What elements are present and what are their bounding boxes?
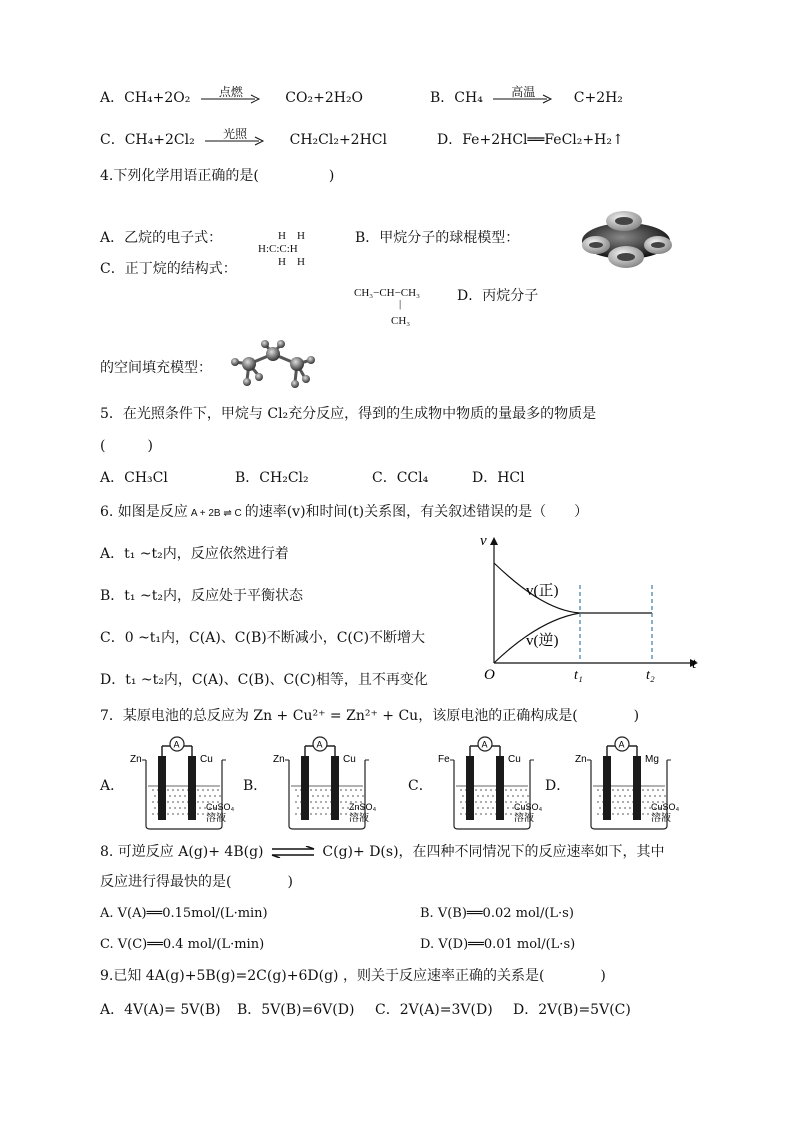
left-electrode-label: Zn bbox=[273, 754, 285, 765]
x-axis-label: t bbox=[692, 656, 697, 672]
right-electrode-label: Mg bbox=[645, 754, 659, 765]
q9-stem: 9.已知 4A(g)+5B(g)=2C(g)+6D(g) ，则关于反应速率正确的关系是( ) bbox=[100, 968, 606, 984]
q9-option-a: A．4V(A)= 5V(B) bbox=[100, 1002, 221, 1018]
q4-stem: 4.下列化学用语正确的是( ) bbox=[100, 168, 335, 184]
q9-option-c: C．2V(A)=3V(D) bbox=[375, 1002, 493, 1018]
q4-option-b: B．甲烷分子的球棍模型： bbox=[355, 230, 520, 246]
q6-option-c: C．0 ~t₁内，C(A)、C(B)不断减小，C(C)不断增大 bbox=[100, 630, 426, 646]
ammeter-label: A bbox=[173, 739, 180, 750]
q5-option-a: A．CH₃Cl bbox=[100, 470, 168, 486]
left-electrode-label: Zn bbox=[575, 754, 587, 765]
q3-option-b: B．CH₄ 高温 C+2H₂ bbox=[430, 85, 623, 106]
q4-option-a: A．乙烷的电子式： bbox=[100, 230, 223, 246]
q7-option-label: D． bbox=[545, 778, 571, 794]
ethane-electron-formula: H H H:C:C:H H H bbox=[258, 230, 305, 268]
q7-option-label: A． bbox=[100, 778, 125, 794]
equilibrium-arrow-icon bbox=[270, 846, 316, 858]
q4-option-d-cont: 的空间填充模型： bbox=[100, 360, 212, 376]
q7-option-label: C． bbox=[408, 778, 433, 794]
solution-label-2: 溶液 bbox=[349, 813, 369, 824]
reaction-arrow-icon: 高温 bbox=[493, 88, 553, 108]
q7-option-label: B． bbox=[243, 778, 268, 794]
t2-label: t₂ bbox=[646, 668, 655, 683]
right-electrode-label: Cu bbox=[508, 754, 521, 765]
galvanic-cell-diagram bbox=[126, 732, 246, 832]
left-electrode-label: Zn bbox=[130, 754, 142, 765]
right-electrode-label: Cu bbox=[200, 754, 213, 765]
solution-label: CuSO₄ bbox=[206, 802, 235, 812]
q9-option-d: D．2V(B)=5V(C) bbox=[513, 1002, 631, 1018]
methane-ball-model-image bbox=[576, 205, 676, 275]
q6-stem: 6. 如图是反应 A + 2B ⇌ C 的速率(v)和时间(t)关系图，有关叙述错误的是（ ） bbox=[100, 504, 589, 520]
q3-option-d: D．Fe+2HCl══FeCl₂+H₂↑ bbox=[437, 132, 624, 148]
solution-label: CuSO₄ bbox=[514, 802, 543, 812]
q3-option-a: A．CH₄+2O₂ 点燃 CO₂+2H₂O bbox=[100, 85, 364, 106]
rate-time-graph bbox=[470, 533, 705, 683]
q5-option-c: C．CCl₄ bbox=[372, 470, 429, 486]
galvanic-cell-diagram bbox=[571, 732, 691, 832]
left-electrode-label: Fe bbox=[438, 754, 450, 765]
reaction-arrow-icon: 点燃 bbox=[201, 88, 261, 108]
q8-stem: 8. 可逆反应 A(g)+ 4B(g) C(g)+ D(s)，在四种不同情况下的反应速率如下，其中 bbox=[100, 844, 665, 860]
propane-space-filling-image bbox=[225, 340, 320, 395]
forward-rate-label: v(正) bbox=[526, 583, 559, 599]
q7-stem: 7．某原电池的总反应为 Zn + Cu²⁺ = Zn²⁺ + Cu，该原电池的正确构成是( ) bbox=[100, 708, 640, 724]
ammeter-label: A bbox=[481, 739, 488, 750]
q6-option-b: B．t₁ ~t₂内，反应处于平衡状态 bbox=[100, 588, 303, 604]
right-electrode-label: Cu bbox=[343, 754, 356, 765]
q8-option-d: D. V(D)══0.01 mol/(L·s) bbox=[420, 937, 576, 952]
ammeter-label: A bbox=[618, 739, 625, 750]
solution-label-2: 溶液 bbox=[514, 813, 534, 824]
reaction-arrow-icon: 光照 bbox=[205, 130, 265, 150]
q8-option-a: A. V(A)══0.15mol/(L·min) bbox=[100, 906, 268, 921]
q5-stem: 5．在光照条件下，甲烷与 Cl₂充分反应，得到的生成物中物质的量最多的物质是 bbox=[100, 406, 597, 422]
reverse-rate-label: v(逆) bbox=[526, 633, 559, 649]
q4-option-d: D．丙烷分子 bbox=[457, 288, 539, 304]
q5-option-b: B．CH₂Cl₂ bbox=[235, 470, 309, 486]
galvanic-cell-diagram bbox=[434, 732, 554, 832]
q8-option-c: C. V(C)══0.4 mol/(L·min) bbox=[100, 937, 265, 952]
solution-label: ZnSO₄ bbox=[349, 802, 377, 812]
q5-paren: ( ) bbox=[100, 438, 153, 454]
q4-option-c: C．正丁烷的结构式： bbox=[100, 261, 237, 277]
y-axis-label: v bbox=[480, 533, 487, 549]
q5-option-d: D．HCl bbox=[472, 470, 525, 486]
t1-label: t₁ bbox=[574, 668, 583, 683]
solution-label: CuSO₄ bbox=[651, 802, 680, 812]
origin-label: O bbox=[484, 667, 495, 683]
solution-label-2: 溶液 bbox=[206, 813, 226, 824]
q9-option-b: B．5V(B)=6V(D) bbox=[237, 1002, 355, 1018]
q6-option-d: D．t₁ ~t₂内，C(A)、C(B)、C(C)相等，且不再变化 bbox=[100, 672, 428, 688]
galvanic-cell-diagram bbox=[269, 732, 389, 832]
q6-option-a: A．t₁ ~t₂内，反应依然进行着 bbox=[100, 546, 289, 562]
ammeter-label: A bbox=[316, 739, 323, 750]
q8-option-b: B. V(B)══0.02 mol/(L·s) bbox=[420, 906, 574, 921]
q3-option-c: C．CH₄+2Cl₂ 光照 CH₂Cl₂+2HCl bbox=[100, 127, 387, 148]
butane-structure: CH₃−CH−CH₃ | CH₃ bbox=[354, 287, 420, 327]
solution-label-2: 溶液 bbox=[651, 813, 671, 824]
q8-stem-line2: 反应进行得最快的是( ) bbox=[100, 874, 293, 890]
